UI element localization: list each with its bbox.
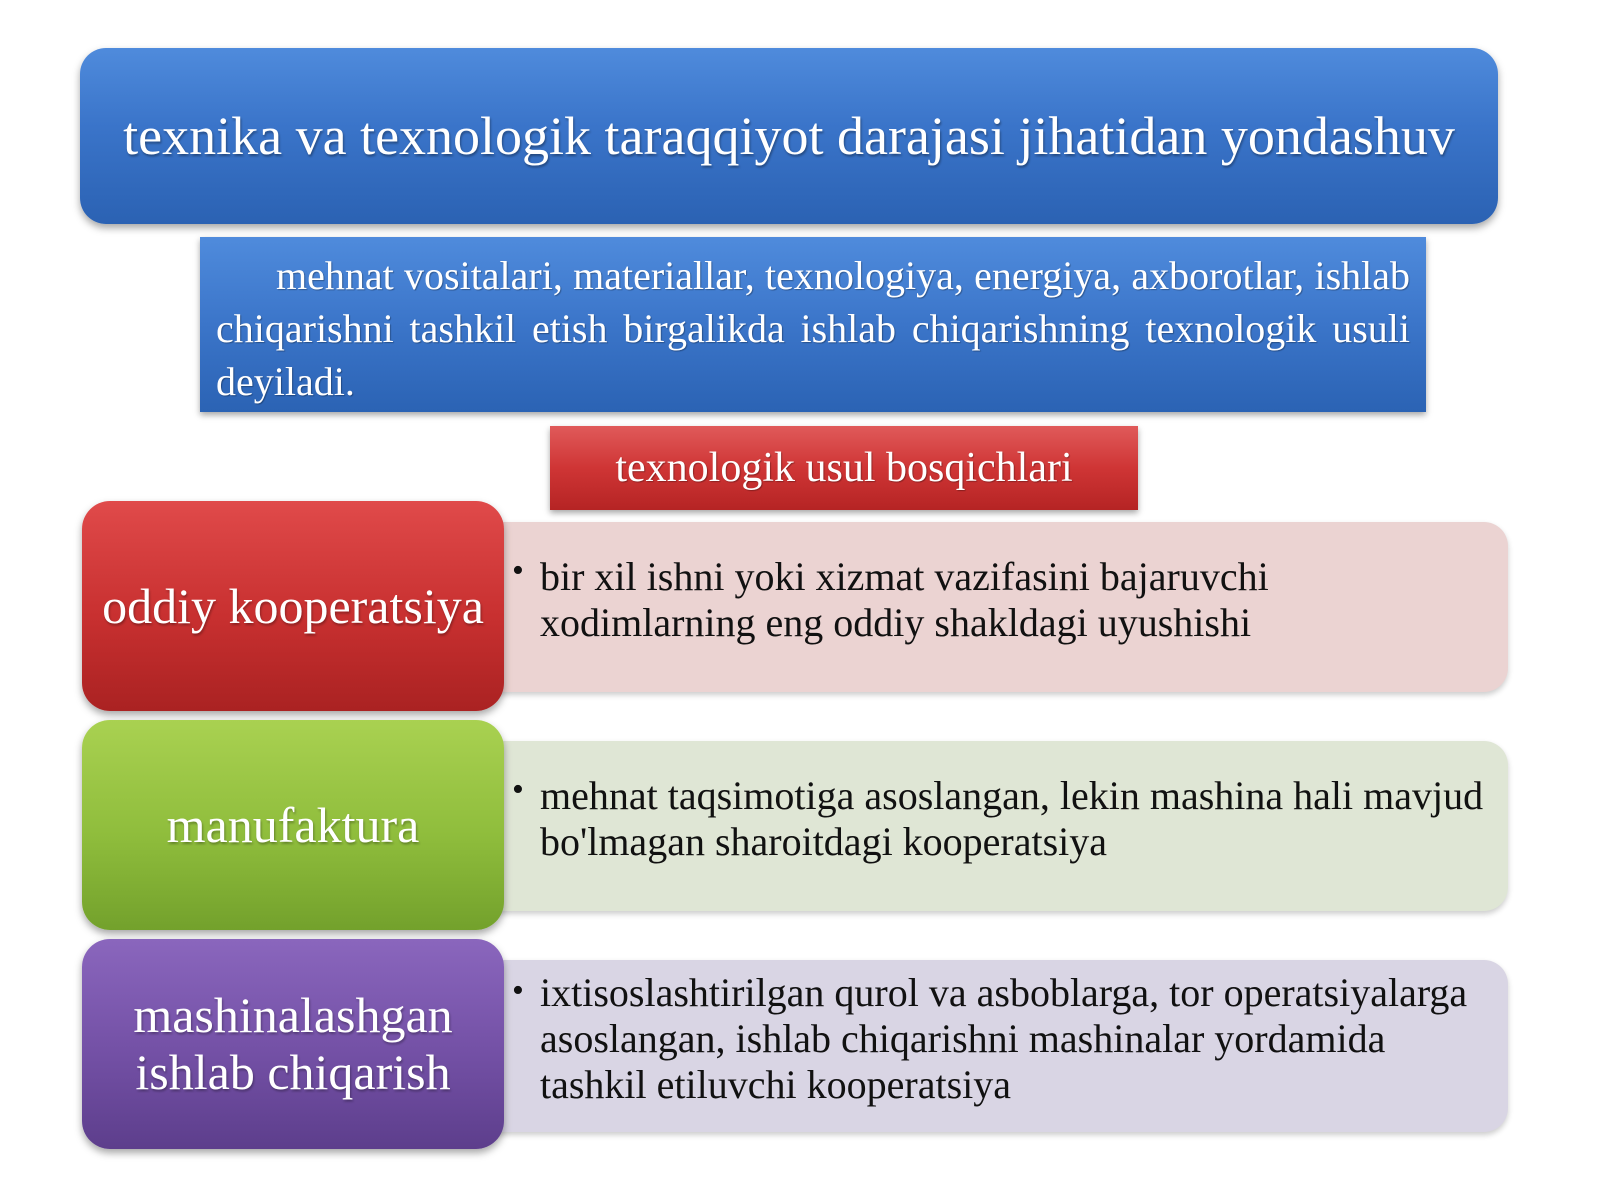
stage-description-2 (470, 741, 1508, 911)
stage-label-3: mashinalashgan ishlab chiqarish (82, 939, 504, 1149)
diagram-title: texnika va texnologik taraqqiyot darajasi jihatidan yondashuv (80, 48, 1498, 224)
stage-description-text: bir xil ishni yoki xizmat vazifasini bajaruvchi xodimlarning eng oddiy shakldagi uyushishi (540, 554, 1269, 645)
stage-description-3 (470, 960, 1508, 1132)
stage-description-text: ixtisoslashtirilgan qurol va asboblarga, tor operatsiyalarga asoslangan, ishlab chiqarishni mashinalar yordamida tashkil etiluvchi kooperatsiya (540, 970, 1468, 1107)
bullet-icon: • (512, 552, 524, 589)
stage-label-1: oddiy kooperatsiya (82, 501, 504, 711)
definition-box: mehnat vositalari, materiallar, texnologiya, energiya, axborotlar, ishlab chiqarishni tashkil etish birgalikda ishlab chiqarishning texnologik usuli deyiladi. (200, 237, 1426, 412)
stage-description-1 (470, 522, 1508, 692)
bullet-icon: • (512, 972, 524, 1009)
bullet-icon: • (512, 771, 524, 808)
stage-description-text: mehnat taqsimotiga asoslangan, lekin mashina hali mavjud bo'lmagan sharoitdagi kooperatsiya (540, 773, 1484, 864)
stages-header: texnologik usul bosqichlari (550, 426, 1138, 510)
stage-label-2: manufaktura (82, 720, 504, 930)
